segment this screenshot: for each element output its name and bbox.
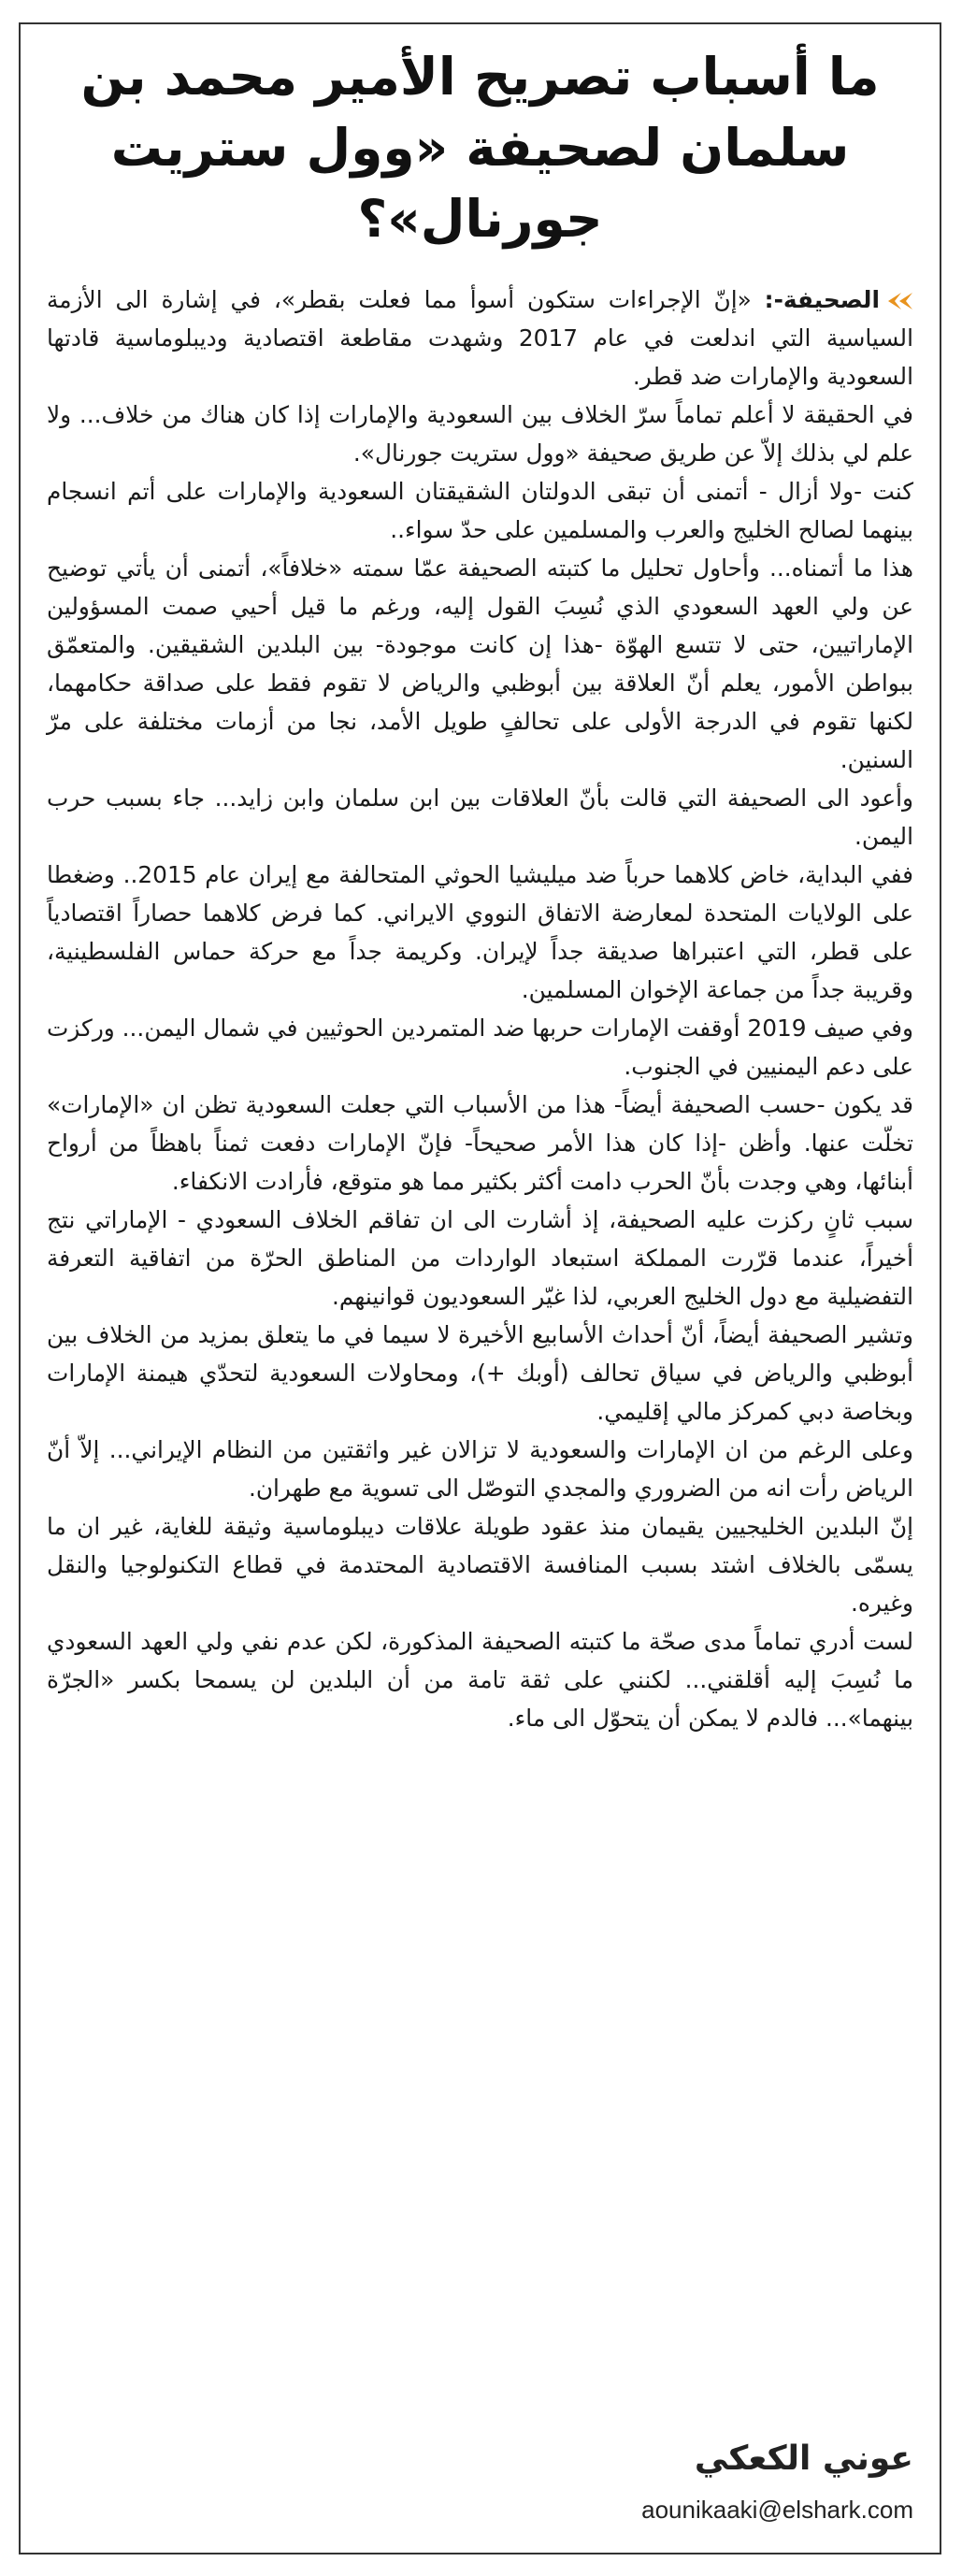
article-paragraph-10: وتشير الصحيفة أيضاً، أنّ أحداث الأسابيع الأخيرة لا سيما في ما يتعلق بمزيد من الخلاف بين أبوظبي والرياض في سياق تحالف (أوبك +)، ومحاولات السعودية لتحدّي هيمنة الإمارات وبخاصة دبي كمركز مالي إقليمي. — [47, 1321, 913, 1425]
article-frame — [19, 22, 941, 2554]
orange-arrow-icon — [887, 291, 913, 311]
article-paragraph-2: في الحقيقة لا أعلم تماماً سرّ الخلاف بين السعودية والإمارات إذا كان هناك من خلاف... ولا علم لي بذلك إلاّ عن طريق صحيفة «وول ستريت جورنال». — [47, 401, 913, 467]
article-paragraph-13: لست أدري تماماً مدى صحّة ما كتبته الصحيفة المذكورة، لكن عدم نفي ولي العهد السعودي ما نُسِبَ إليه أقلقني... لكنني على ثقة تامة من أن البلدين لن يسمحا بكسر «الجرّة بينهما»... فالدم لا يمكن أن يتحوّل الى ماء. — [47, 1628, 913, 1732]
article-paragraph-5: وأعود الى الصحيفة التي قالت بأنّ العلاقات بين ابن سلمان وابن زايد... جاء بسبب حرب اليمن. — [47, 784, 913, 850]
author-email: aounikaaki@elshark.com — [641, 2496, 913, 2524]
author-name: عوني الكعكي — [694, 2439, 913, 2478]
article-paragraph-12: إنّ البلدين الخليجيين يقيمان منذ عقود طويلة علاقات ديبلوماسية وثيقة للغاية، غير ان ما يسمّى بالخلاف اشتد بسبب المنافسة الاقتصادية المحتدمة في قطاع التكنولوجيا والنقل وغيره. — [47, 1513, 913, 1617]
article-paragraph-9: سبب ثانٍ ركزت عليه الصحيفة، إذ أشارت الى ان تفاقم الخلاف السعودي - الإماراتي نتج أخيراً، عندما قرّرت المملكة استبعاد الواردات من المناطق الحرّة من اتفاقية التعرفة التفضيلية مع دول الخليج العربي، لذا غيّر السعوديون قوانينهم. — [47, 1206, 913, 1310]
paragraph-text: «إنّ الإجراءات ستكون أسوأ مما فعلت بقطر»، في إشارة الى الأزمة السياسية التي اندلعت في عام 2017 وشهدت مقاطعة اقتصادية وديبلوماسية قادتها السعودية والإمارات ضد قطر. — [47, 286, 913, 390]
article-paragraph-4: هذا ما أتمناه... وأحاول تحليل ما كتبته الصحيفة عمّا سمته «خلافاً»، أتمنى أن يأتي توضيح عن ولي العهد السعودي الذي نُسِبَ القول إليه، ورغم ما قيل أحيي صمت المسؤولين الإماراتيين، حتى لا تتسع الهوّة -هذا إن كانت موجودة- بين البلدين الشقيقين. والمتعمّق ببواطن الأمور، يعلم أنّ العلاقة بين أبوظبي والرياض لا تقوم فقط على صداقة حكامهما، لكنها تقوم في الدرجة الأولى على تحالفٍ طويل الأمد، نجا من أزمات مختلفة على مرّ السنين. — [47, 554, 913, 773]
article-paragraph-7: وفي صيف 2019 أوقفت الإمارات حربها ضد المتمردين الحوثيين في شمال اليمن... وركزت على دعم اليمنيين في الجنوب. — [47, 1015, 914, 1080]
article-paragraph-3: كنت -ولا أزال - أتمنى أن تبقى الدولتان الشقيقتان السعودية والإمارات على أتم انسجام بينهما لصالح الخليج والعرب والمسلمين على حدّ سواء.. — [47, 478, 913, 543]
article-paragraph-1 — [47, 281, 913, 396]
article-paragraph-8: قد يكون -حسب الصحيفة أيضاً- هذا من الأسباب التي جعلت السعودية تظن ان «الإمارات» تخلّت عنها. وأظن -إذا كان هذا الأمر صحيحاً- فإنّ الإمارات دفعت ثمناً باهظاً من أرواح أبنائها، وهي وجدت بأنّ الحرب دامت أكثر بكثير مما هو متوقع، فأرادت الانكفاء. — [47, 1091, 913, 1195]
article-paragraph-6: ففي البداية، خاض كلاهما حرباً ضد ميليشيا الحوثي المتحالفة مع إيران عام 2015.. وضغطا على الولايات المتحدة لمعارضة الاتفاق النووي الايراني. كما فرض كلاهما حصاراً اقتصادياً على قطر، التي اعتبراها صديقة جداً لإيران. وكريمة جداً مع حركة حماس الفلسطينية، وقريبة جداً من جماعة الإخوان المسلمين. — [47, 861, 913, 1003]
article-paragraph-11: وعلى الرغم من ان الإمارات والسعودية لا تزالان غير واثقتين من النظام الإيراني... إلاّ أنّ الرياض رأت انه من الضروري والمجدي التوصّل الى تسوية مع طهران. — [47, 1436, 913, 1502]
source-label: الصحيفة-: — [764, 286, 880, 313]
article-body — [47, 281, 913, 1737]
article-headline: ما أسباب تصريح الأمير محمد بن سلمان لصحيفة «وول ستريت جورنال»؟ — [80, 47, 880, 249]
